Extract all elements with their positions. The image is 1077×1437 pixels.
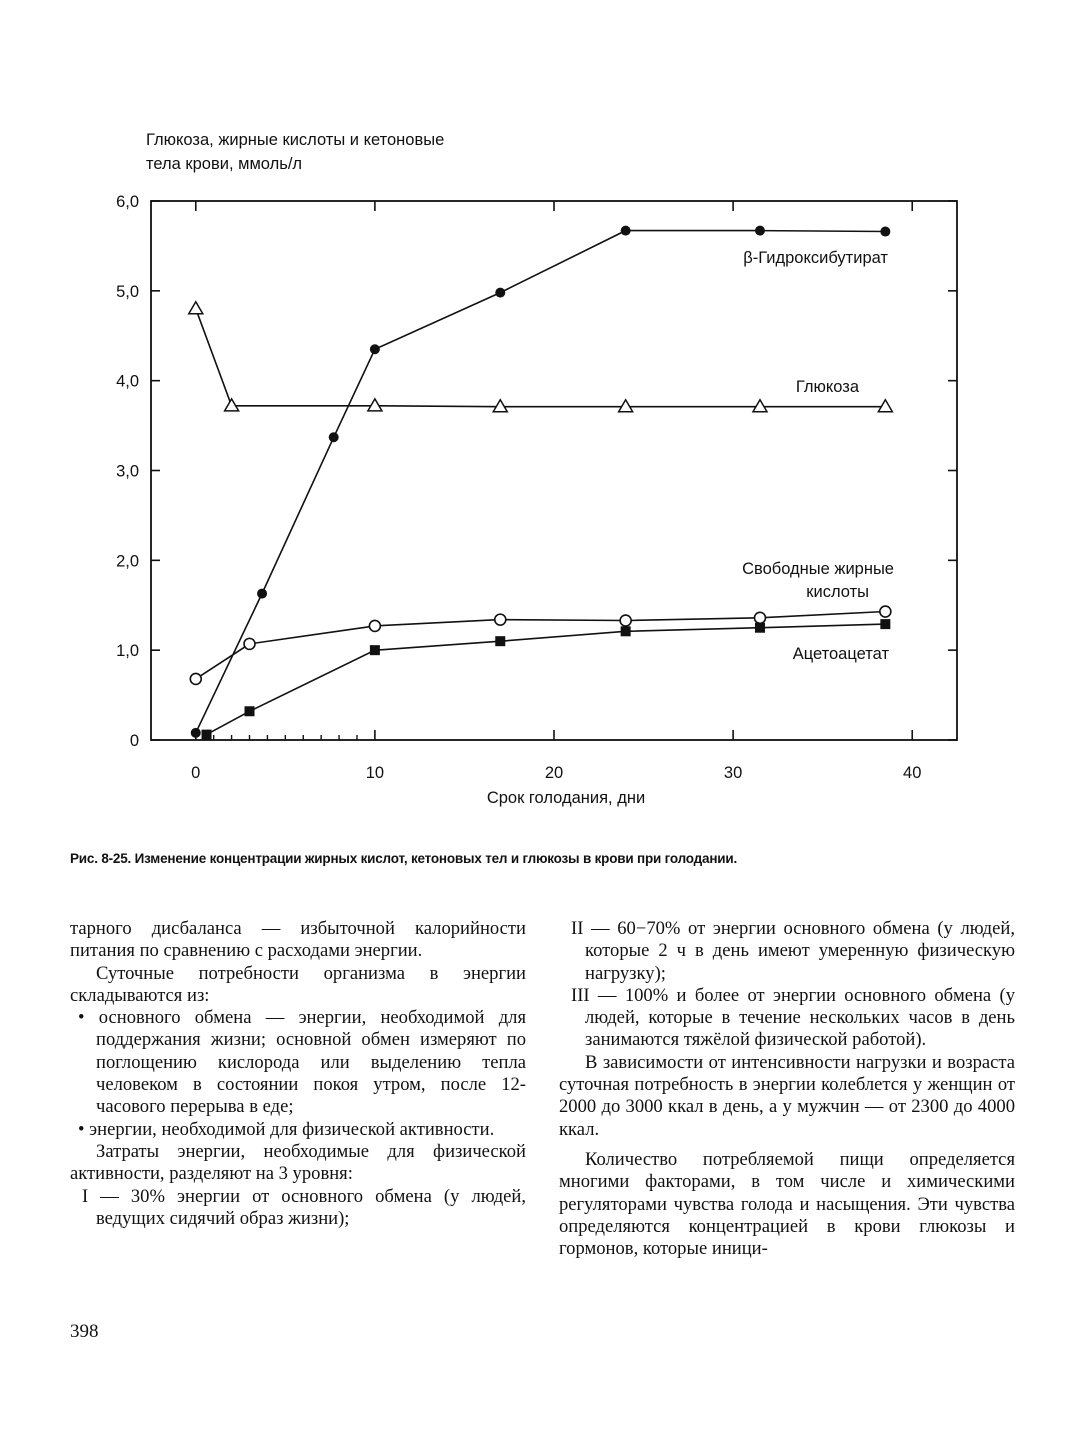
paragraph: Количество потребляемой пищи определяется многими факторами, в том числе и химическими регуляторами чувства голода и насыщения. Эти чувства определяются концентрацией в крови глюкозы и гормонов, которые иници- [559, 1148, 1015, 1260]
data-point [245, 706, 255, 716]
x-tick-label: 20 [544, 764, 564, 782]
data-point [368, 399, 382, 411]
paragraph: В зависимости от интенсивности нагрузки и возраста суточная потребность в энергии колеблется у женщин от 2000 до 3000 ккал в день, а у мужчин — от 2300 до 4000 ккал. [559, 1051, 1015, 1140]
data-point [755, 226, 765, 236]
x-tick-label: 30 [723, 764, 743, 782]
label-glucose: Глюкоза [795, 378, 859, 396]
y-tick-label: 3,0 [116, 462, 139, 481]
x-tick-label: 40 [903, 764, 922, 782]
y-tick-label: 1,0 [116, 642, 139, 661]
data-point [621, 226, 631, 236]
y-tick-label: 4,0 [116, 372, 139, 391]
data-point [257, 589, 267, 599]
data-point [880, 606, 891, 617]
data-point [369, 620, 380, 631]
data-point [329, 432, 339, 442]
series-layer [189, 226, 893, 740]
data-point [753, 400, 767, 412]
data-point [244, 638, 255, 649]
y-tick-label: 2,0 [116, 552, 139, 571]
figure-caption: Рис. 8-25. Изменение концентрации жирных кислот, кетоновых тел и глюкозы в крови при голодании. [70, 851, 738, 866]
series-line [196, 231, 886, 733]
data-point [225, 399, 239, 411]
list-item: III — 100% и более от энергии основного обмена (у людей, которые в течение нескольких часов в день занимаются тяжёлой физической работой). [571, 984, 1015, 1051]
label-free-fatty-acids-line1: Свободные жирные [742, 560, 894, 578]
y-axis [116, 193, 957, 750]
x-tick-label: 0 [191, 764, 201, 782]
data-point [189, 302, 203, 314]
data-point [495, 636, 505, 646]
data-point [202, 730, 212, 740]
x-tick-label: 10 [365, 764, 385, 782]
data-point [619, 400, 633, 412]
y-tick-label: 6,0 [116, 193, 139, 211]
data-point [370, 645, 380, 655]
page-number: 398 [70, 1321, 99, 1342]
list-item: • основного обмена — энергии, необходимой для поддержания жизни; основной обмен измеряют по поглощению кислорода или выделению тепла человеком в состоянии покоя утром, после 12-часового перерыва в еде; [78, 1007, 526, 1118]
list-item: I — 30% энергии от основного обмена (у людей, ведущих сидячий образ жизни); [82, 1185, 526, 1229]
data-point [495, 288, 505, 298]
series-line [196, 612, 886, 679]
label-free-fatty-acids-line2: кислоты [806, 583, 869, 601]
text-column-left [70, 918, 526, 1230]
label-acetoacetate: Ацетоацетат [792, 645, 889, 663]
x-axis [191, 201, 921, 782]
y-axis-title-line2: тела крови, ммоль/л [146, 155, 303, 173]
series-line [196, 309, 886, 407]
paragraph: тарного дисбаланса — избыточной калорийности питания по сравнению с расходами энергии. [70, 918, 526, 962]
data-point [878, 400, 892, 412]
text-column-right [559, 918, 1015, 1260]
data-point [755, 623, 765, 633]
data-point [495, 614, 506, 625]
x-axis-title: Срок голодания, дни [486, 789, 646, 807]
data-point [880, 227, 890, 237]
data-point [621, 626, 631, 636]
data-point [754, 612, 765, 623]
data-point [493, 400, 507, 412]
series-line [207, 624, 886, 735]
paragraph: Затраты энергии, необходимые для физической активности, разделяют на 3 уровня: [70, 1140, 526, 1185]
data-point [880, 619, 890, 629]
paragraph: Суточные потребности организма в энергии складываются из: [70, 962, 526, 1006]
data-point [620, 615, 631, 626]
y-tick-label: 0 [129, 732, 139, 750]
label-beta-hydroxybutyrate: β-Гидроксибутират [743, 249, 888, 267]
y-tick-label: 5,0 [116, 282, 139, 301]
data-point [370, 344, 380, 354]
y-axis-title-line1: Глюкоза, жирные кислоты и кетоновые [146, 131, 445, 149]
list-item: II — 60−70% от энергии основного обмена (у людей, которые 2 ч в день имеют умеренную физическую нагрузку); [571, 918, 1015, 984]
list-item: • энергии, необходимой для физической активности. [78, 1118, 495, 1140]
data-point [191, 728, 201, 738]
data-point [190, 673, 201, 684]
